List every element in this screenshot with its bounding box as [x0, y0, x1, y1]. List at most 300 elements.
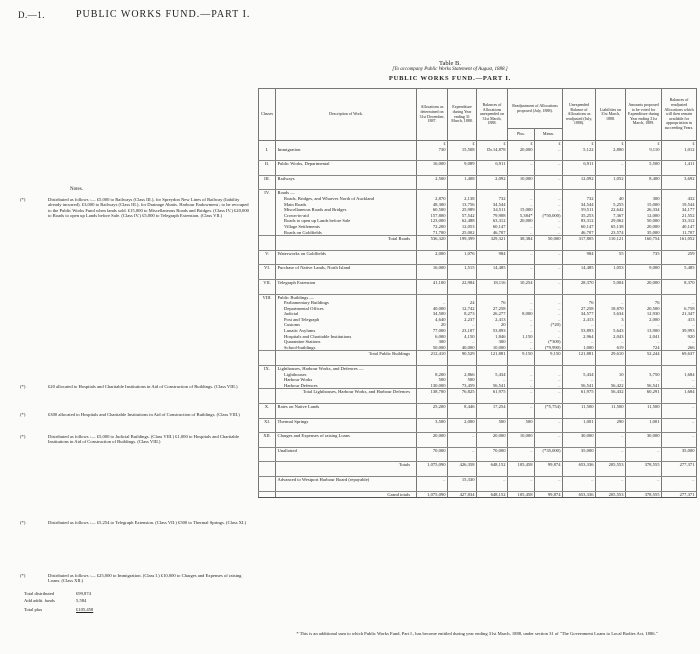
value-cell: ..	[535, 300, 563, 306]
separator-cell	[448, 181, 477, 190]
separator-cell	[563, 256, 596, 265]
description-cell: Hospitals and Charitable Institutions	[276, 334, 417, 340]
separator-cell	[276, 468, 417, 477]
description-cell: Post and Telegraph	[276, 317, 417, 323]
separator-cell	[535, 181, 563, 190]
value-cell: 500	[477, 418, 508, 424]
separator-cell	[535, 242, 563, 251]
row-separator	[259, 439, 697, 448]
value-cell: 15,508	[448, 147, 477, 153]
value-cell: 8,370	[662, 279, 697, 285]
value-cell: 60,291	[626, 389, 662, 395]
value-cell: ..	[535, 161, 563, 167]
row-separator	[259, 453, 697, 462]
separator-cell	[477, 395, 508, 404]
separator-cell	[508, 483, 535, 492]
value-cell: ..	[535, 476, 563, 482]
value-cell: 26,334	[626, 207, 662, 213]
value-cell: 138,700	[417, 389, 448, 395]
value-cell: 105,458	[508, 462, 535, 468]
value-cell: 12,930	[626, 311, 662, 317]
value-cell: 14,485	[477, 265, 508, 271]
separator-cell	[477, 439, 508, 448]
value-cell: 2,964	[563, 334, 596, 340]
separator-cell	[662, 468, 697, 477]
value-cell: 378,555	[626, 462, 662, 468]
value-cell: 29,610	[596, 351, 626, 357]
value-cell: 205,553	[596, 462, 626, 468]
value-cell: ..	[596, 476, 626, 482]
value-cell: ..	[535, 383, 563, 389]
separator-cell	[596, 439, 626, 448]
value-cell: 2,000	[448, 418, 477, 424]
separator-cell	[417, 410, 448, 419]
value-cell: 2,237	[448, 317, 477, 323]
row-separator	[259, 483, 697, 492]
separator-cell	[259, 256, 276, 265]
value-cell: 76,825	[448, 389, 477, 395]
separator-cell	[626, 453, 662, 462]
separator-cell	[417, 242, 448, 251]
value-cell: ..	[508, 476, 535, 482]
value-cell: 426,358	[448, 462, 477, 468]
description-cell: Quarantine Stations	[276, 339, 417, 345]
value-cell: ..	[448, 433, 477, 439]
separator-cell	[662, 271, 697, 280]
row-separator	[259, 242, 697, 251]
unit-cell: £	[448, 141, 477, 147]
notes-title: Notes.	[70, 187, 83, 192]
description-cell: Parliamentary Buildings	[276, 300, 417, 306]
value-cell: 3,750	[626, 372, 662, 378]
value-cell: ..	[535, 207, 563, 213]
value-cell: ..	[535, 311, 563, 317]
separator-cell	[477, 256, 508, 265]
value-cell: 7,367	[596, 213, 626, 219]
value-cell: 2,000	[626, 317, 662, 323]
separator-cell	[563, 468, 596, 477]
description-cell: Harbour Works	[276, 377, 417, 383]
separator-cell	[563, 410, 596, 419]
value-cell: ..	[535, 317, 563, 323]
total-value: £99,874	[76, 591, 91, 596]
value-cell: ..	[626, 339, 662, 345]
value-cell: 9,150	[535, 351, 563, 357]
page-number: D.—1.	[18, 10, 45, 20]
value-cell: 724	[626, 345, 662, 351]
unit-cell: £	[563, 141, 596, 147]
note-mark: (*)	[20, 384, 26, 389]
separator-cell	[259, 410, 276, 419]
value-cell: ..	[535, 389, 563, 395]
value-cell: 8,200	[417, 372, 448, 378]
separator-cell	[259, 152, 276, 161]
description-cell: Advanced to Westport Harbour Board (repayable)	[276, 476, 417, 482]
page-header	[0, 10, 700, 24]
value-cell: 25,002	[448, 230, 477, 236]
separator-cell	[276, 286, 417, 295]
value-cell: 6,911	[477, 161, 508, 167]
value-cell: 378,555	[626, 491, 662, 498]
col-description: Description of Work.	[276, 89, 417, 141]
col-amounts-proposed: Amounts proposed to be voted for Expenditure during Year ending 31st March, 1889.	[626, 89, 662, 141]
value-cell: 33,312	[662, 218, 697, 224]
value-cell: (*5,754)	[535, 404, 563, 410]
col-minus: Minus.	[535, 129, 563, 141]
value-cell: 12,092	[563, 175, 596, 181]
note-mark: (*)	[20, 520, 26, 525]
separator-cell	[626, 483, 662, 492]
note-text: £20 allocated to Hospitals and Charitable Institutions in Aid of Construction of Buildings. (Class VIII.)	[48, 384, 238, 389]
value-cell: 30,000	[563, 433, 596, 439]
table-subtitle: [To accompany Public Works Statement of August, 1888.]	[392, 67, 508, 72]
page-header-title: PUBLIC WORKS FUND.—PART I.	[76, 9, 251, 20]
separator-cell	[276, 439, 417, 448]
value-cell: 20,000	[417, 433, 448, 439]
description-cell: Purchase of Native Lands, North Island	[276, 265, 417, 271]
unit-cell: £	[508, 141, 535, 147]
separator-cell	[662, 424, 697, 433]
row-separator	[259, 181, 697, 190]
description-cell: Grand totals	[276, 491, 417, 498]
value-cell: ..	[508, 345, 535, 351]
separator-cell	[535, 410, 563, 419]
value-cell: 61,975	[563, 389, 596, 395]
separator-cell	[477, 357, 508, 366]
value-cell: 18,870	[596, 306, 626, 312]
separator-cell	[477, 453, 508, 462]
value-cell: ..	[596, 322, 626, 328]
class-cell: XII.	[259, 433, 276, 439]
total-label: Total distributed	[24, 591, 55, 596]
value-cell: ..	[535, 377, 563, 383]
value-cell: 2,092	[477, 175, 508, 181]
class-cell: XI.	[259, 418, 276, 424]
separator-cell	[626, 410, 662, 419]
value-cell: 77,000	[417, 328, 448, 334]
separator-cell	[448, 286, 477, 295]
add-addit-funds	[24, 598, 87, 603]
value-cell: 277,371	[662, 491, 697, 498]
separator-cell	[596, 424, 626, 433]
description-cell: Telegraph Extension	[276, 279, 417, 285]
value-cell: 15,000	[626, 202, 662, 208]
value-cell: 121,881	[563, 351, 596, 357]
separator-cell	[596, 181, 626, 190]
value-cell: 427,834	[448, 491, 477, 498]
separator-cell	[535, 453, 563, 462]
value-cell: 2,041	[626, 334, 662, 340]
value-cell: ..	[563, 476, 596, 482]
separator-cell	[662, 410, 697, 419]
value-cell: 46,707	[563, 230, 596, 236]
value-cell: 5,004	[596, 279, 626, 285]
value-cell: 2,000	[417, 250, 448, 256]
separator-cell	[259, 468, 276, 477]
value-cell: ..	[448, 339, 477, 345]
note-text: Distributed as follows :— £5,000 to Judicial Buildings. (Class VIII.) £1,000 to Hospitals and Charitable Institutions in Aid of Construction of Buildings. (Class VIII.)	[48, 434, 240, 445]
separator-cell	[448, 271, 477, 280]
separator-cell	[417, 256, 448, 265]
value-cell: ..	[662, 404, 697, 410]
row-separator	[259, 167, 697, 176]
value-cell: ..	[535, 218, 563, 224]
value-cell: 317,805	[563, 236, 596, 242]
class-cell: VII.	[259, 279, 276, 285]
value-cell: ..	[535, 202, 563, 208]
value-cell: 121,881	[477, 351, 508, 357]
separator-cell	[563, 439, 596, 448]
value-cell: 2,800	[596, 147, 626, 153]
description-cell: School-buildings	[276, 345, 417, 351]
value-cell: 290	[596, 418, 626, 424]
value-cell: 1,684	[662, 372, 697, 378]
class-cell: V.	[259, 250, 276, 256]
value-cell: ..	[535, 306, 563, 312]
table-row	[259, 491, 697, 498]
table-title: Table B.	[439, 60, 461, 67]
separator-cell	[596, 152, 626, 161]
value-cell: 53,893	[477, 328, 508, 334]
value-cell: 99,874	[535, 462, 563, 468]
separator-cell	[448, 167, 477, 176]
value-cell: 29,062	[596, 218, 626, 224]
value-cell: ..	[448, 322, 477, 328]
value-cell: 25,200	[417, 404, 448, 410]
unit-cell: £	[535, 141, 563, 147]
value-cell: 56,541	[563, 383, 596, 389]
value-cell: 56,432	[596, 389, 626, 395]
description-cell: Crown-in-aid	[276, 213, 417, 219]
separator-cell	[448, 395, 477, 404]
value-cell: 1,000	[563, 345, 596, 351]
value-cell: 21,552	[662, 213, 697, 219]
separator-cell	[448, 424, 477, 433]
separator-cell	[477, 410, 508, 419]
separator-cell	[448, 453, 477, 462]
separator-cell	[626, 256, 662, 265]
separator-cell	[535, 483, 563, 492]
separator-cell	[477, 286, 508, 295]
value-cell: 1,408	[448, 175, 477, 181]
value-cell: ..	[535, 433, 563, 439]
separator-cell	[563, 395, 596, 404]
value-cell: 10,000	[477, 345, 508, 351]
value-cell: 2,413	[563, 317, 596, 323]
separator-cell	[626, 167, 662, 176]
separator-cell	[259, 424, 276, 433]
value-cell: 653,336	[563, 491, 596, 498]
value-cell: 1,411	[662, 161, 697, 167]
description-cell: Lighthouses	[276, 372, 417, 378]
separator-cell	[563, 357, 596, 366]
separator-cell	[662, 152, 697, 161]
footnote: * This is an additional sum to which Public Works Fund, Part I., has become entitled during year ending 31st March, 1888, under section 31 of "The Government Loans to Local Bodies Act, 1886."	[296, 631, 658, 636]
separator-cell	[276, 271, 417, 280]
value-cell: 63,312	[477, 218, 508, 224]
value-cell: ..	[596, 161, 626, 167]
value-cell: 56,541	[626, 383, 662, 389]
value-cell: ..	[563, 377, 596, 383]
value-cell: 18,116	[477, 279, 508, 285]
value-cell: (*50,000)	[535, 213, 563, 219]
separator-cell	[276, 483, 417, 492]
value-cell: 12,000	[626, 213, 662, 219]
separator-cell	[596, 468, 626, 477]
value-cell: ..	[508, 377, 535, 383]
value-cell: 732	[563, 196, 596, 202]
separator-cell	[276, 242, 417, 251]
separator-cell	[477, 468, 508, 477]
separator-cell	[417, 357, 448, 366]
note-text: Distributed as follows :— £5,254 to Telegraph Extension. (Class VII.) £500 to Thermal Springs. (Class XI.)	[48, 520, 247, 525]
value-cell: 300	[477, 339, 508, 345]
separator-cell	[626, 468, 662, 477]
description-cell: Charges and Expenses of raising Loans	[276, 433, 417, 439]
row-separator	[259, 410, 697, 419]
separator-cell	[535, 256, 563, 265]
separator-cell	[477, 242, 508, 251]
value-cell: 5,434	[563, 372, 596, 378]
separator-cell	[276, 152, 417, 161]
col-classes: Classes	[259, 89, 276, 141]
separator-cell	[477, 167, 508, 176]
description-cell: Railways	[276, 175, 417, 181]
col-balances-unexpended: Balances of Allocations unexpended on 31st March, 1888.	[477, 89, 508, 141]
value-cell: ..	[508, 339, 535, 345]
value-cell: 52,244	[626, 351, 662, 357]
value-cell: 1,075,090	[417, 491, 448, 498]
value-cell: 40,000	[417, 306, 448, 312]
note-mark: (*)	[20, 412, 26, 417]
value-cell: 76	[626, 300, 662, 306]
value-cell: ..	[535, 418, 563, 424]
separator-cell	[477, 424, 508, 433]
col-liabilities: Liabilities on 31st March, 1888.	[596, 89, 626, 141]
value-cell: 56,541	[477, 383, 508, 389]
value-cell: 536,320	[417, 236, 448, 242]
value-cell: 9,000	[626, 265, 662, 271]
value-cell: 83,312	[563, 218, 596, 224]
value-cell: ..	[508, 306, 535, 312]
value-cell: 38,384	[508, 236, 535, 242]
separator-cell	[448, 242, 477, 251]
separator-cell	[417, 181, 448, 190]
separator-cell	[276, 453, 417, 462]
description-cell: Roads on Goldfields	[276, 230, 417, 236]
value-cell: ..	[508, 383, 535, 389]
value-cell: 161,052	[662, 236, 697, 242]
value-cell: 10	[596, 372, 626, 378]
separator-cell	[535, 395, 563, 404]
value-cell: 70,000	[477, 447, 508, 453]
value-cell: 2,870	[417, 196, 448, 202]
separator-cell	[508, 453, 535, 462]
separator-cell	[662, 483, 697, 492]
description-cell: Harbour Defences	[276, 383, 417, 389]
value-cell: 50,000	[417, 345, 448, 351]
value-cell: 69,637	[662, 351, 697, 357]
value-cell: 11,500	[626, 404, 662, 410]
class-cell: III.	[259, 175, 276, 181]
class-cell: IX.	[259, 366, 276, 372]
unit-cell: £	[662, 141, 697, 147]
unit-cell: £	[477, 141, 508, 147]
value-cell: 110,121	[596, 236, 626, 242]
separator-cell	[662, 453, 697, 462]
value-cell: 13,900	[626, 328, 662, 334]
value-cell: ..	[535, 265, 563, 271]
value-cell: 76	[477, 300, 508, 306]
value-cell: 23,574	[596, 230, 626, 236]
value-cell: 157,800	[417, 213, 448, 219]
separator-cell	[535, 167, 563, 176]
separator-cell	[448, 410, 477, 419]
value-cell: 735	[626, 250, 662, 256]
value-cell: 6,758	[662, 306, 697, 312]
separator-cell	[535, 357, 563, 366]
separator-cell	[563, 271, 596, 280]
value-cell: 20,000	[508, 147, 535, 153]
separator-cell	[259, 242, 276, 251]
value-cell: ..	[508, 317, 535, 323]
value-cell: 28,370	[563, 279, 596, 285]
value-cell: ..	[535, 279, 563, 285]
separator-cell	[417, 286, 448, 295]
value-cell: 8,400	[626, 175, 662, 181]
value-cell: (*300)	[535, 339, 563, 345]
value-cell: 8,000	[508, 311, 535, 317]
value-cell: ..	[535, 230, 563, 236]
separator-cell	[477, 152, 508, 161]
note-text: Distributed as follows :— £5,000 to Railways (Class III.), for Spreydon New Lines of Railway (liability already incurred). £3,000 to Railways (Class III.), for Drainage Abatts. Harbour Endowment ; to be recouped to the Public Works Fund when lands sold. £15,000 to Miscellaneous Roads and Bridges. (Class IV.) £20,000 to Roads to open up Lands before Sale. (Class IV.) £5,000 to Telegraph Extension. (Class VII.)	[48, 197, 249, 219]
separator-cell	[563, 181, 596, 190]
separator-cell	[417, 271, 448, 280]
value-cell: (*9,990)	[535, 345, 563, 351]
value-cell: ..	[535, 250, 563, 256]
description-cell: Waterworks on Goldfields	[276, 250, 417, 256]
value-cell: ..	[508, 389, 535, 395]
separator-cell	[448, 439, 477, 448]
value-cell: ..	[508, 265, 535, 271]
value-cell: 72,200	[417, 224, 448, 230]
value-cell: 500	[448, 377, 477, 383]
value-cell: 34,544	[477, 202, 508, 208]
value-cell: 205,553	[596, 491, 626, 498]
value-cell: ..	[508, 372, 535, 378]
separator-cell	[596, 483, 626, 492]
value-cell: ..	[508, 328, 535, 334]
description-cell: Roads, Bridges, and Wharves North of Auckland	[276, 196, 417, 202]
separator-cell	[563, 424, 596, 433]
separator-cell	[596, 271, 626, 280]
value-cell: 413	[662, 317, 697, 323]
value-cell: 65,138	[596, 224, 626, 230]
value-cell: 2,138	[448, 196, 477, 202]
value-cell: 3,634	[596, 311, 626, 317]
value-cell: 12,742	[448, 306, 477, 312]
value-cell: (*20)	[535, 322, 563, 328]
value-cell: 500	[508, 418, 535, 424]
separator-cell	[477, 271, 508, 280]
separator-cell	[417, 152, 448, 161]
value-cell: 71,700	[417, 230, 448, 236]
separator-cell	[259, 181, 276, 190]
separator-cell	[508, 242, 535, 251]
value-cell: 5,255	[596, 202, 626, 208]
description-cell: Thermal Springs	[276, 418, 417, 424]
value-cell: 60,500	[417, 207, 448, 213]
